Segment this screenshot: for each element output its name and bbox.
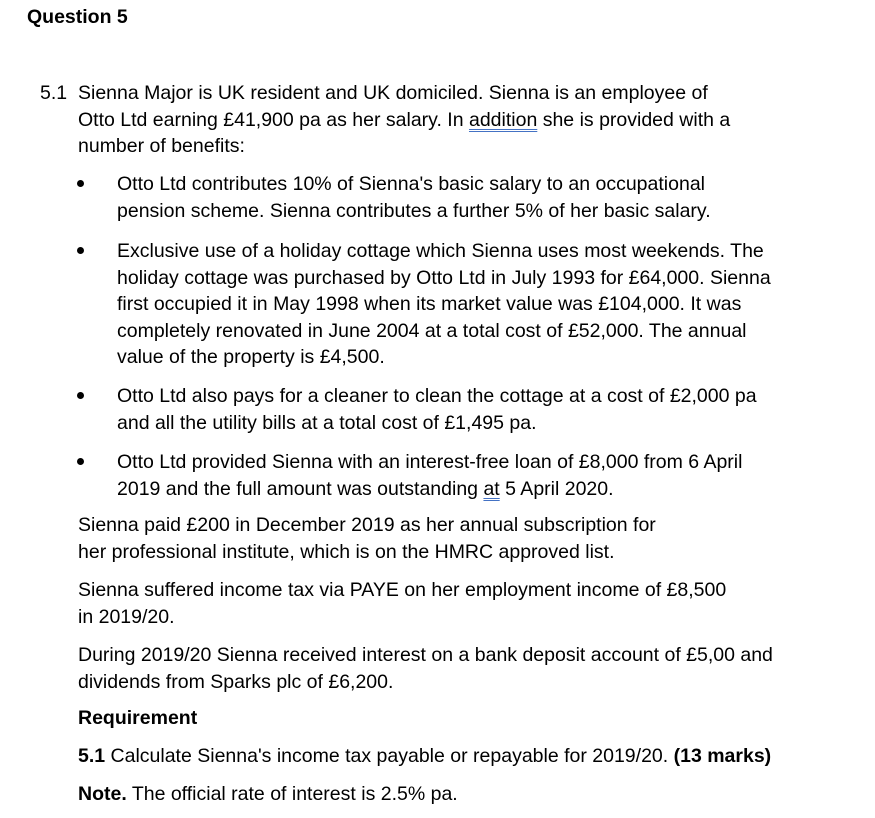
subscription-paragraph <box>78 512 868 565</box>
benefit-line: and all the utility bills at a total cost of £1,495 pa. <box>117 411 537 434</box>
bullet-dot <box>77 247 84 254</box>
paye-paragraph <box>78 577 868 630</box>
benefit-cleaner-utilities <box>117 383 862 436</box>
bullet-dot <box>77 180 84 187</box>
requirement-heading: Requirement <box>78 707 198 729</box>
requirement-number: 5.1 <box>78 745 106 767</box>
spelling-underline-at: at <box>483 477 500 500</box>
spelling-underline-addition: addition <box>468 108 538 131</box>
benefit-line: holiday cottage was purchased by Otto Ltd in July 1993 for £64,000. Sienna <box>117 266 771 289</box>
question-heading: Question 5 <box>27 6 128 28</box>
requirement-instruction: Calculate Sienna's income tax payable or repayable for 2019/20. <box>105 745 674 767</box>
intro-paragraph <box>78 80 868 160</box>
intro-line-1: Sienna Major is UK resident and UK domiciled. Sienna is an employee of <box>78 82 708 104</box>
benefit-pension <box>117 171 862 224</box>
bullet-dot <box>77 458 84 465</box>
benefit-line: Otto Ltd contributes 10% of Sienna's basic salary to an occupational <box>117 173 705 195</box>
benefit-line: 2019 and the full amount was outstanding at 5 April 2020. <box>117 477 614 500</box>
intro-line-3: number of benefits: <box>78 135 245 157</box>
benefit-line: Exclusive use of a holiday cottage which Sienna uses most weekends. The <box>117 240 764 262</box>
benefit-line: value of the property is £4,500. <box>117 346 385 368</box>
benefit-holiday-cottage <box>117 238 862 371</box>
benefit-line: pension scheme. Sienna contributes a further 5% of her basic salary. <box>117 199 711 222</box>
paragraph-line: dividends from Sparks plc of £6,200. <box>78 670 394 693</box>
question-number: 5.1 <box>40 82 68 104</box>
benefit-line: Otto Ltd also pays for a cleaner to clean the cottage at a cost of £2,000 pa <box>117 385 757 407</box>
benefit-line: completely renovated in June 2004 at a total cost of £52,000. The annual <box>117 319 747 342</box>
paragraph-line: During 2019/20 Sienna received interest on a bank deposit account of £5,00 and <box>78 644 773 666</box>
benefit-line: first occupied it in May 1998 when its market value was £104,000. It was <box>117 293 742 315</box>
benefit-line: Otto Ltd provided Sienna with an interest-free loan of £8,000 from 6 April <box>117 451 743 473</box>
paragraph-line: Sienna paid £200 in December 2019 as her annual subscription for <box>78 514 656 536</box>
requirement-text <box>78 743 868 770</box>
paragraph-line: Sienna suffered income tax via PAYE on her employment income of £8,500 <box>78 579 727 601</box>
bullet-dot <box>77 392 84 399</box>
paragraph-line: her professional institute, which is on the HMRC approved list. <box>78 540 615 563</box>
intro-line-2: Otto Ltd earning £41,900 pa as her salary. In addition she is provided with a <box>78 108 731 131</box>
note <box>78 781 868 808</box>
paragraph-line: in 2019/20. <box>78 605 175 628</box>
benefit-loan <box>117 449 862 502</box>
note-label: Note. <box>78 783 127 805</box>
interest-paragraph <box>78 642 868 695</box>
note-text: The official rate of interest is 2.5% pa. <box>126 783 458 805</box>
requirement-marks: (13 marks) <box>673 745 772 767</box>
